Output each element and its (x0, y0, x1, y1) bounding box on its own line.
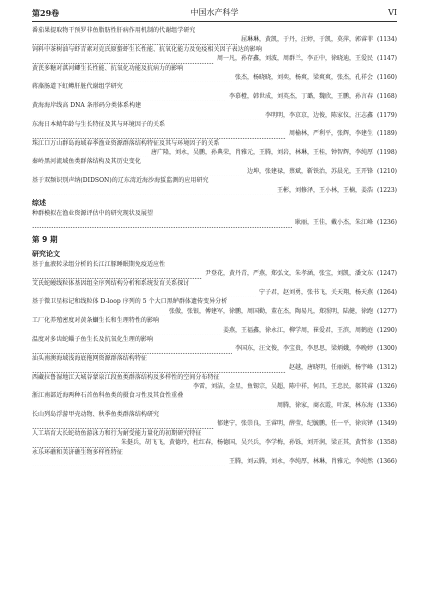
leader-dots (32, 419, 214, 428)
toc-entry-meta (32, 457, 397, 466)
issue-heading: 第 9 期 (32, 234, 58, 244)
leader-dots (32, 438, 118, 447)
toc-entry-page[interactable]: (1168) (377, 92, 397, 100)
toc-entry-authors: 张杰，杨晓晓，刘奕，杨爽，梁爽爽，张杰，孔祥会 (235, 73, 374, 81)
toc-entry-meta (32, 73, 397, 82)
toc-entry-meta (32, 54, 397, 63)
toc-entry-authors: 李明明，李京京，边俊，陈家仪，汪志鑫 (265, 111, 374, 119)
toc-entry-page[interactable]: (1179) (377, 111, 397, 119)
leader-dots (32, 326, 220, 335)
toc-entry-authors: 尹登花，黄丹青，严燕，郑弘文，朱孝涵，张宝，刘凯，潘文东 (205, 270, 374, 278)
leader-dots (32, 73, 232, 82)
toc-entry-title[interactable]: 长山列岛浮游甲壳动物、秋季鱼类群落结构研究 (32, 411, 160, 419)
toc-entry-title[interactable]: 基于微卫星标记和线粒体 D-loop 序列的 5 个大口黑鲈群体遗传变异分析 (32, 298, 228, 306)
toc-entry-title[interactable]: 种群模拟在渔业资源评估中的研究现状及展望 (32, 210, 154, 218)
toc-entry-authors: 李雷，刘洁，金星，鱼锡宗，吴超，陈中祥，何昌，王忠民，郝其睿 (193, 382, 374, 390)
toc-entry-title[interactable]: 汕头南澳海域浅海底拖网资源群落结构特征 (32, 354, 147, 362)
toc-entry-page[interactable]: (1358) (377, 439, 397, 447)
toc-entry-meta (32, 382, 397, 391)
leader-dots (32, 269, 202, 278)
leader-dots (32, 457, 226, 466)
toc-entry-title[interactable]: 饲料中茶树油与虾青素对克氏原螯虾生长性能、抗氧化能力及免疫相关因子表达的影响 (32, 45, 262, 53)
journal-name: 中国水产科学 (190, 8, 239, 17)
toc-entry-page[interactable]: (1264) (377, 288, 397, 296)
toc-entry-meta (32, 344, 397, 353)
toc-entry-authors: 王彬，刘修泽，王小林，王楠，姜浩 (277, 186, 374, 194)
leader-dots (32, 167, 244, 176)
toc-entry-authors: 宁子君，赵刘勇，张书飞，关天翔，杨天燕 (259, 288, 374, 296)
section-heading-research: 研究论文 (32, 249, 60, 258)
toc-entry-page[interactable]: (1147) (377, 55, 397, 63)
leader-dots (32, 148, 148, 157)
leader-dots (32, 307, 166, 316)
toc-entry-authors: 张傲，张银，傅建军，徐鹏，周国勤，董在杰，陶易凡，郑照明，陆健，徐跑 (169, 307, 374, 315)
toc-entry-authors: 边坤，张建禄，蔡斌，靳铁治，苏晨光，王开锋 (247, 167, 374, 175)
toc-entry-page[interactable]: (1198) (377, 149, 397, 157)
toc-entry-title[interactable]: 永乐环礁和美济礁生物多样性特征 (32, 448, 123, 456)
toc-entry-meta (32, 218, 397, 227)
toc-entry-page[interactable]: (1210) (377, 167, 397, 175)
toc-entry-title[interactable]: 西藏拉鲁湿地江大城谷蒙泉江段鱼类群落结构及多样性的空间分布特征 (32, 373, 220, 381)
section-heading-review: 综述 (32, 199, 46, 208)
toc-entry-page[interactable]: (1349) (377, 420, 397, 428)
leader-dots (32, 54, 214, 63)
toc-entry-authors: 朱挺兵，胡飞飞，黄德玲，杜红春，杨德国，吴兴兵，李学梅，孙铄，刘开润，梁正其，黄哲参 (121, 439, 374, 447)
toc-entry-authors: 屈琳琳，黄凯，于丹，汪婷，于凯，莫萍，郭睿菲 (241, 36, 374, 44)
toc-entry-meta (32, 269, 397, 278)
toc-entry-meta (32, 438, 397, 447)
leader-dots (32, 129, 286, 138)
leader-dots (32, 111, 262, 120)
toc-entry-title[interactable]: 黄海海岸线高 DNA 条形码分类体系构建 (32, 102, 142, 110)
toc-entry-authors: 周榆林，严利平，张辉，李建生 (289, 130, 374, 138)
toc-entry-title[interactable]: 黄芪多糖对淇河鲫生长性能、抗氧化功能及抗病力的影响 (32, 64, 184, 72)
toc-entry-title[interactable]: 浙江南部近海两种石首鱼科鱼类的摄食习性及其食性重叠 (32, 392, 184, 400)
toc-entry-authors: 郁建宁，张崇良，王睿明，薛莹，纪毓鹏，任一平，徐宾铎 (217, 420, 374, 428)
toc-entry-authors: 赵越，唐晓明，任丽娟，杨宇峰 (289, 364, 374, 372)
toc-entry-meta (32, 148, 397, 157)
toc-entry-authors: 李国东，汪文俊，李宝贵，李思思，梁炳娥，李晚婷 (235, 345, 374, 353)
toc-entry-page[interactable]: (1290) (377, 326, 397, 334)
toc-entry-title[interactable]: 人工培育大长蛇幼鱼游泳力和行为耐受能力量化的初期研究特征 (32, 429, 202, 437)
toc-entry-meta (32, 129, 397, 138)
leader-dots (32, 218, 292, 227)
toc-entry-meta (32, 401, 397, 410)
toc-entry-meta (32, 288, 397, 297)
leader-dots (32, 401, 274, 410)
toc-entry-page[interactable]: (1247) (377, 270, 397, 278)
toc-entry-page[interactable]: (1366) (377, 458, 397, 466)
toc-entry-authors: 周一凡，孙存鑫，刘波，周群兰，李正中，徐晓迪，王爱民 (217, 55, 374, 63)
toc-entry-page[interactable]: (1160) (377, 73, 397, 81)
leader-dots (32, 344, 232, 353)
toc-entry-title[interactable]: 珠江口万山群岛海域春季渔业资源群落结构特征及其与环境因子的关系 (32, 139, 220, 147)
toc-entry-authors: 姜燕，王福鑫，徐永江，柳学周，崔爱君，王滨，周鹤庭 (223, 326, 374, 334)
toc-entry-meta (32, 92, 397, 101)
toc-entry-page[interactable]: (1236) (377, 219, 397, 227)
toc-entry-page[interactable]: (1277) (377, 307, 397, 315)
leader-dots (32, 382, 190, 391)
toc-entry-authors: 唐广隆，刘永，吴鹏，孙典荣，肖雅元，王腾，刘岩，林琳，王桂，钟智辉，李纯厚 (151, 149, 374, 157)
toc-entry-title[interactable]: 工厂化养殖密度对黄条鰤生长和生理特性的影响 (32, 317, 160, 325)
toc-entry-page[interactable]: (1326) (377, 382, 397, 390)
toc-entry-title[interactable]: 东海日本鲭年龄与生长特征及其与环境因子的关系 (32, 120, 166, 128)
toc-block-research-1 (32, 26, 397, 195)
toc-entry-meta (32, 419, 397, 428)
toc-entry-title[interactable]: 艾氏蛇鳗线粒体基因组全序列结构分析和系统发育关系探讨 (32, 279, 190, 287)
toc-entry-page[interactable]: (1223) (377, 186, 397, 194)
toc-body (32, 26, 397, 466)
toc-entry-page[interactable]: (1300) (377, 345, 397, 353)
toc-entry-meta (32, 326, 397, 335)
toc-entry-meta (32, 111, 397, 120)
leader-dots (32, 186, 274, 195)
leader-dots (32, 35, 238, 44)
toc-entry-authors: 王腾，刘云腾，刘永，李纯厚，林琳，肖雅元，李纯然 (229, 458, 374, 466)
toc-entry-title[interactable]: 基于血液转录组分析的长江江豚睡眠期免疫适应性 (32, 260, 166, 268)
page-number-roman: VI (388, 8, 397, 17)
toc-entry-authors: 耿丽，王佳，戴小杰，朱江峰 (295, 219, 374, 227)
toc-entry-page[interactable]: (1134) (377, 36, 397, 44)
leader-dots (32, 288, 256, 297)
toc-entry-page[interactable]: (1336) (377, 401, 397, 409)
toc-entry-meta (32, 186, 397, 195)
toc-block-review (32, 209, 397, 228)
leader-dots (32, 92, 226, 101)
toc-entry-title[interactable]: 基于双频识别声纳(DIDSON)的辽东湾近海沙海蜇监测的应用研究 (32, 177, 209, 185)
toc-entry-title[interactable]: 温度对多齿蛇鲻子鱼生长及抗氧化生理的影响 (32, 335, 154, 343)
toc-entry-title[interactable]: 番茄果提取物干预罗非鱼脂肪性肝病作用机制的代谢组学研究 (32, 27, 196, 34)
volume-label: 第29卷 (32, 8, 60, 18)
toc-entry-meta (32, 363, 397, 372)
toc-block-research-2 (32, 260, 397, 467)
toc-entry-authors: 李慕橙，韩世成，刘英杰，丁璐，魏欣，王鹏，孙言春 (229, 92, 374, 100)
toc-entry-title[interactable]: 秦岭黑河流域鱼类群落结构及其历史变化 (32, 158, 141, 166)
page-header (32, 6, 397, 20)
toc-entry-page[interactable]: (1189) (377, 130, 397, 138)
toc-entry-meta (32, 167, 397, 176)
leader-dots (32, 363, 286, 372)
toc-entry-title[interactable]: 蒋藻肠道下虹鳟肝脏代谢组学研究 (32, 83, 123, 91)
toc-entry-meta (32, 35, 397, 44)
toc-entry-meta (32, 307, 397, 316)
toc-entry-authors: 周腾，徐家，商衣霞，叶深，林东海 (277, 401, 374, 409)
toc-entry-page[interactable]: (1312) (377, 364, 397, 372)
header-rule (32, 21, 397, 22)
